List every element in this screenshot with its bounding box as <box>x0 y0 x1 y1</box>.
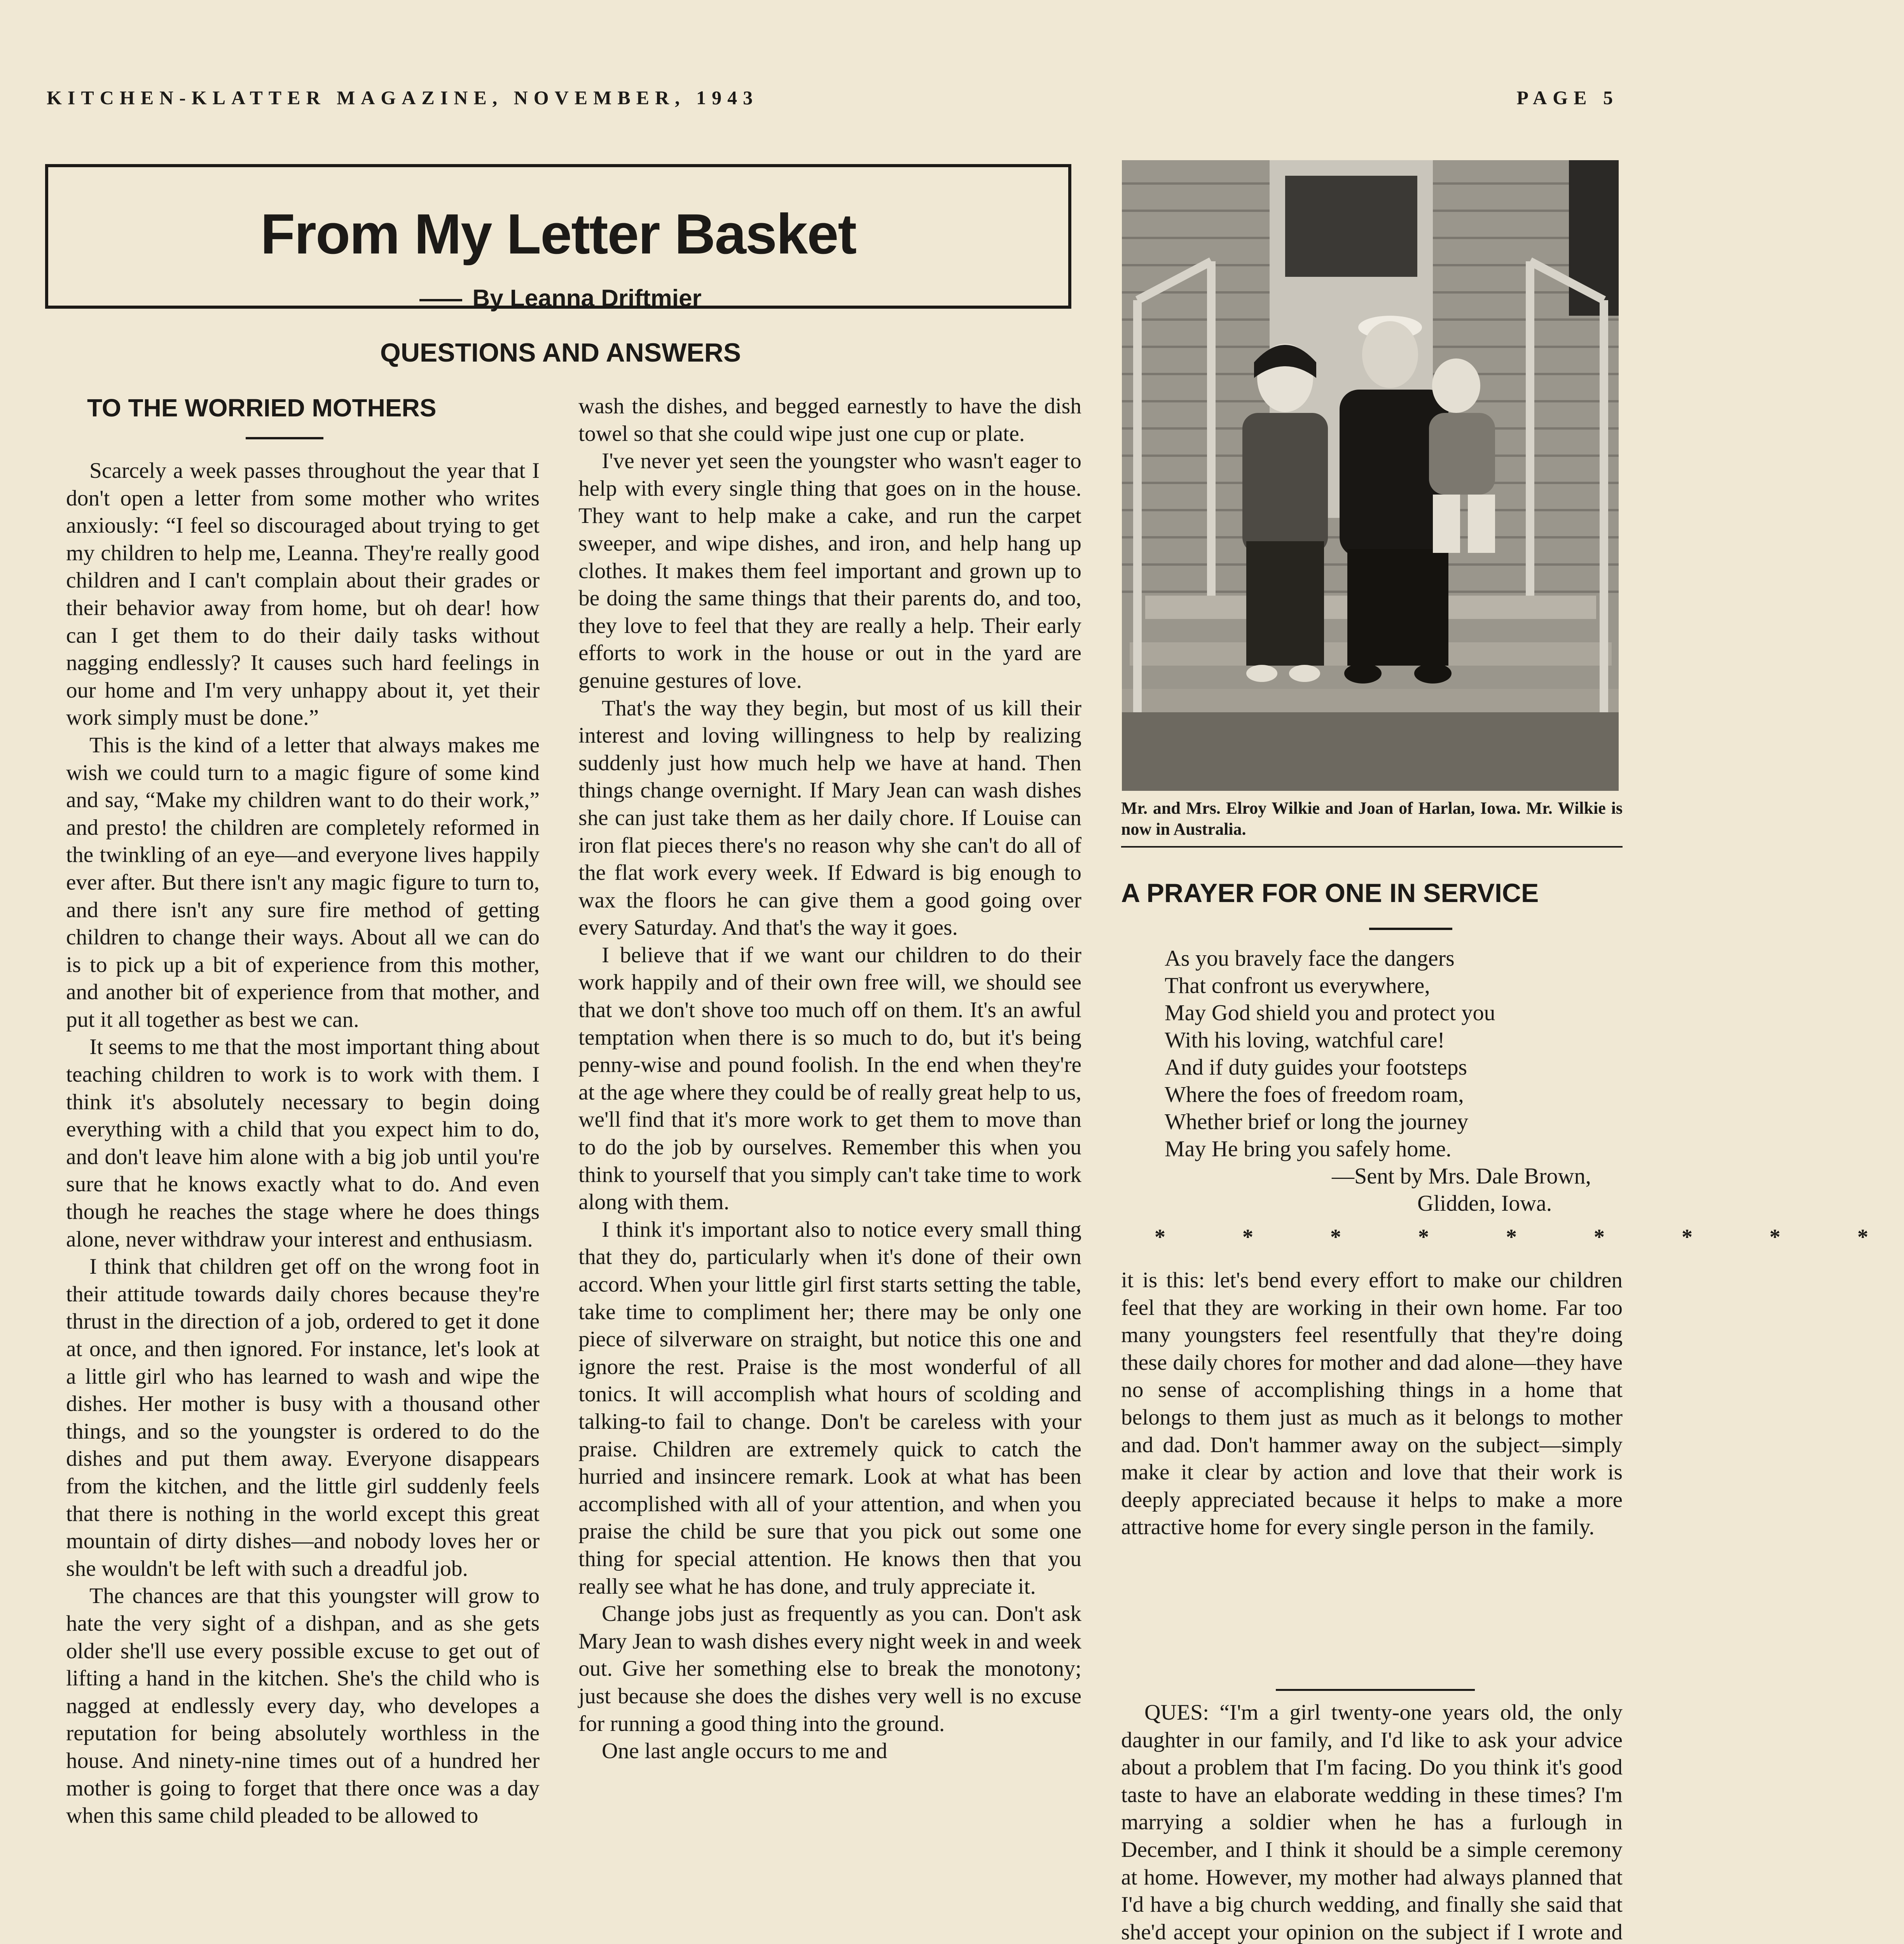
column-2 <box>578 393 1081 1765</box>
caption-rule <box>1121 846 1623 848</box>
byline-rule <box>419 299 462 301</box>
running-head: KITCHEN-KLATTER MAGAZINE, NOVEMBER, 1943 <box>47 87 759 108</box>
column-1 <box>66 457 540 1830</box>
byline-row <box>47 285 1074 312</box>
prayer-rule <box>1369 928 1452 930</box>
paragraph: That's the way they begin, but most of us kill their interest and loving willingness to help by realizing suddenly just how much help we have at hand. Then things change overnight. If Mary Jean can wash dishes she can just take them as her daily chore. If Louise can iron flat pieces there's no reason why she can't do all of the flat work every week. If Edward is big enough to wax the floors he can give them a good going over every Saturday. And that's the way it goes. <box>578 696 1081 940</box>
prayer-poem <box>1165 945 1623 1217</box>
paragraph: wash the dishes, and begged earnestly to have the dish towel so that she could wipe just one cup or plate. <box>578 394 1081 446</box>
column-3-bottom <box>1121 1699 1623 1944</box>
paragraph: This is the kind of a letter that always makes me wish we could turn to a magic figure of some kind and say, “Make my children want to do their work,” and presto! the children are completely reformed in the twinkling of an eye—and everyone lives happily ever after. But there isn't any magic figure to turn to, and there isn't any sure fire method of getting children to change their ways. About all we can do is to pick up a bit of experience from this mother, and another bit of experience from that mother, and put it all together as best we can. <box>66 732 540 1032</box>
paragraph: It seems to me that the most important thing about teaching children to work is to work with them. I think it's absolutely necessary to begin doing everything with a child that you expect him to do, and don't leave him alone with a big job until you're sure that he knows exactly what to do. And even though he reaches the stage where he does things alone, never withdraw your interest and enthusiasm. <box>66 1035 540 1252</box>
poem-line: May He bring you safely home. <box>1165 1136 1452 1161</box>
photo-illustration <box>1122 160 1619 791</box>
column-heading: TO THE WORRIED MOTHERS <box>87 394 437 422</box>
column-3-top <box>1121 1267 1623 1541</box>
poem-line: May God shield you and protect you <box>1165 1000 1495 1025</box>
photo-caption: Mr. and Mrs. Elroy Wilkie and Joan of Harlan, Iowa. Mr. Wilkie is now in Australia. <box>1121 799 1623 839</box>
family-photo <box>1122 160 1619 791</box>
poem-line: Whether brief or long the journey <box>1165 1109 1469 1134</box>
poem-line: With his loving, watchful care! <box>1165 1027 1445 1052</box>
byline: By Leanna Driftmier <box>472 285 702 312</box>
article-title: From My Letter Basket <box>260 202 856 266</box>
star-divider: * * * * * * * * * <box>1155 1225 1904 1249</box>
paragraph: I think that children get off on the wrong foot in their attitude towards daily chores because they're thrust in the direction of a job, ordered to get it done at once, and then ignored. For instance, let's look at a little girl who has learned to wash and wipe the dishes. Her mother is busy with a thousand other things, and so the youngster is ordered to do the dishes and put them away. Everyone disappears from the kitchen, and the little girl suddenly feels that there is nothing in the world except this great mountain of dirty dishes—and nobody loves her or she wouldn't be left with such a dreadful job. <box>66 1254 540 1581</box>
section-divider <box>1276 1689 1475 1691</box>
poem-town: Glidden, Iowa. <box>1417 1191 1552 1216</box>
paragraph: I believe that if we want our children to do their work happily and of their own free will, we should see that we don't shove too much off on them. It's an awful temptation when there is so much to do, but it's being penny-wise and pound foolish. In the end when they're at the age where they could be of really great help to us, we'll find that it's more work to get them to move than to do the job by ourselves. Remember this when you think to yourself that you simply can't take time to work along with them. <box>578 942 1081 1215</box>
page-number: PAGE 5 <box>1516 87 1619 108</box>
paragraph: I've never yet seen the youngster who wasn't eager to help with every single thing that goes on in the house. They want to help make a cake, and run the carpet sweeper, and wipe dishes, and iron, and help hang up clothes. It makes them feel important and grown up to be doing the same things that their parents do, and too, they love to feel that they are really a help. Their early efforts to work in the house or out in the yard are genuine gestures of love. <box>578 449 1081 693</box>
paragraph: it is this: let's bend every effort to make our children feel that they are working in their own home. Far too many youngsters feel resentfully that they're doing these daily chores for mother and dad alone—they have no sense of accomplishing things in a home that belongs to them just as much as it belongs to mother and dad. Don't hammer away on the subject—simply make it clear by action and love that their work is deeply appreciated because it helps to make a more attractive home for every single person in the family. <box>1121 1268 1623 1540</box>
paragraph: The chances are that this youngster will grow to hate the very sight of a dishpan, and as she gets older she'll use every possible excuse to get out of lifting a hand in the kitchen. She's the child who is nagged at endlessly every day, who developes a reputation for being absolutely worthless in the house. And ninety-nine times out of a hundred her mother is going to forget that there once was a day when this same child pleaded to be allowed to <box>66 1584 540 1828</box>
paragraph: Change jobs just as frequently as you can. Don't ask Mary Jean to wash dishes every night week in and week out. Give her something else to break the monotony; just because she does the dishes very well is no excuse for running a good thing into the ground. <box>578 1601 1081 1736</box>
poem-line: And if duty guides your footsteps <box>1165 1054 1467 1080</box>
prayer-title: A PRAYER FOR ONE IN SERVICE <box>1121 878 1539 908</box>
poem-line: Where the foes of freedom roam, <box>1165 1082 1464 1107</box>
poem-sender: —Sent by Mrs. Dale Brown, <box>1332 1163 1591 1189</box>
paragraph: One last angle occurs to me and <box>602 1739 887 1764</box>
paragraph: I think it's important also to notice every small thing that they do, particularly when it's done of their own accord. When your little girl first starts setting the table, take time to compliment her; there may be only one piece of silverware on straight, but notice this one and ignore the rest. Praise is the most wonderful of all tonics. It will accomplish what hours of scolding and talking-to fail to change. Don't be careless with your praise. Children are extremely quick to catch the hurried and insincere remark. Look at what has been accomplished with all of your attention, and when you praise the child be sure that you pick out some one thing for special attention. He knows then that you really see what he has done, and truly appreciate it. <box>578 1217 1081 1599</box>
paragraph: Scarcely a week passes throughout the year that I don't open a letter from some mother who writes anxiously: “I feel so discouraged about trying to get my children to help me, Leanna. They're really good children and I can't complain about their grades or their behavior away from home, but oh dear! how can I get them to do their daily tasks without nagging endlessly? It causes such hard feelings in our home and I'm very unhappy about it, yet their work simply must be done.” <box>66 458 540 730</box>
heading-rule <box>246 437 323 439</box>
section-heading: QUESTIONS AND ANSWERS <box>380 338 741 367</box>
poem-line: That confront us everywhere, <box>1165 973 1430 998</box>
poem-line: As you bravely face the dangers <box>1165 946 1455 971</box>
paragraph: QUES: “I'm a girl twenty-one years old, the only daughter in our family, and I'd like to ask your advice about a problem that I'm facing. Do you think it's good taste to have an elaborate wedding in these times? I'm marrying a soldier when he has a furlough in December, and I think it should be a simple ceremony at home. However, my mother had always planned that I'd have a big church wedding, and finally she said that she'd accept your opinion on the subject if I wrote and <box>1121 1700 1623 1944</box>
